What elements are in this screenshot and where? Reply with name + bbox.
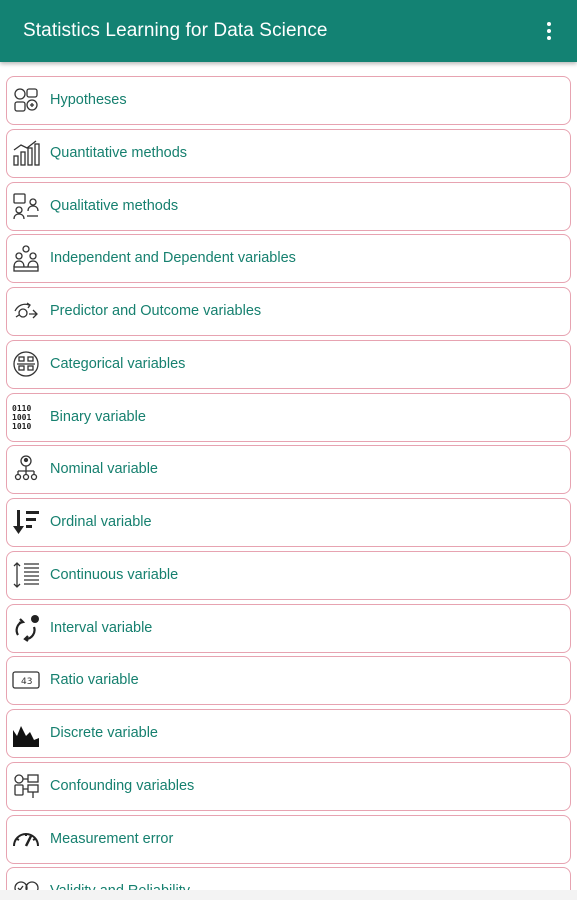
list-item-label: Categorical variables xyxy=(50,355,186,372)
list-item-quantitative-methods[interactable] xyxy=(6,129,571,178)
list-item-label: Confounding variables xyxy=(50,777,195,794)
gauge-icon xyxy=(11,824,41,854)
list-item-label: Hypotheses xyxy=(50,92,127,108)
topic-list[interactable] xyxy=(6,76,571,900)
list-item-predictor-outcome[interactable] xyxy=(6,287,571,336)
sort-descending-icon xyxy=(11,507,41,537)
hypotheses-icon xyxy=(11,85,41,115)
svg-text:1001: 1001 xyxy=(12,412,32,422)
list-item-interval-variable[interactable] xyxy=(6,604,571,653)
bottom-edge xyxy=(0,890,577,900)
ratio-display-icon xyxy=(11,665,41,695)
list-item-measurement-error[interactable] xyxy=(6,815,571,864)
list-item-label: Measurement error xyxy=(50,830,174,847)
more-vert-icon xyxy=(547,22,551,26)
hierarchy-icon xyxy=(11,454,41,484)
list-item-independent-dependent[interactable] xyxy=(6,234,571,283)
svg-text:43: 43 xyxy=(21,677,33,688)
binary-icon xyxy=(11,402,41,432)
list-item-label: Continuous variable xyxy=(50,566,179,583)
svg-text:0110: 0110 xyxy=(12,403,32,413)
list-item-label: Interval variable xyxy=(50,619,153,636)
interval-cycle-icon xyxy=(11,613,41,643)
list-item-ordinal-variable[interactable] xyxy=(6,498,571,547)
more-options-button[interactable] xyxy=(537,18,561,44)
bar-chart-icon xyxy=(11,138,41,168)
app-bar xyxy=(0,0,577,62)
list-item-label: Ratio variable xyxy=(50,672,139,689)
list-item-label: Binary variable xyxy=(50,408,146,425)
list-item-hypotheses[interactable] xyxy=(6,76,571,125)
app-title: Statistics Learning for Data Science xyxy=(23,20,328,41)
more-vert-dot xyxy=(547,36,551,40)
list-item-discrete-variable[interactable] xyxy=(6,709,571,758)
predictor-icon xyxy=(11,296,41,326)
list-item-nominal-variable[interactable] xyxy=(6,445,571,494)
list-item-label: Discrete variable xyxy=(50,725,158,741)
list-item-categorical-variables[interactable] xyxy=(6,340,571,389)
list-item-binary-variable[interactable] xyxy=(6,393,571,442)
list-item-label: Ordinal variable xyxy=(50,514,152,530)
list-item-continuous-variable[interactable] xyxy=(6,551,571,600)
people-analysis-icon xyxy=(11,191,41,221)
list-item-label: Quantitative methods xyxy=(50,144,188,161)
continuous-lines-icon xyxy=(11,560,41,590)
discrete-area-icon xyxy=(11,718,41,748)
list-item-label: Qualitative methods xyxy=(50,197,179,214)
people-group-icon xyxy=(11,243,41,273)
list-item-qualitative-methods[interactable] xyxy=(6,182,571,231)
list-item-ratio-variable[interactable] xyxy=(6,656,571,705)
list-item-confounding-variables[interactable] xyxy=(6,762,571,811)
list-item-label: Independent and Dependent variables xyxy=(50,250,296,267)
more-vert-dot xyxy=(547,29,551,33)
svg-text:1010: 1010 xyxy=(12,421,32,431)
list-item-label: Nominal variable xyxy=(50,461,158,478)
categories-icon xyxy=(11,349,41,379)
list-item-label: Predictor and Outcome variables xyxy=(50,303,262,319)
confounding-icon xyxy=(11,771,41,801)
